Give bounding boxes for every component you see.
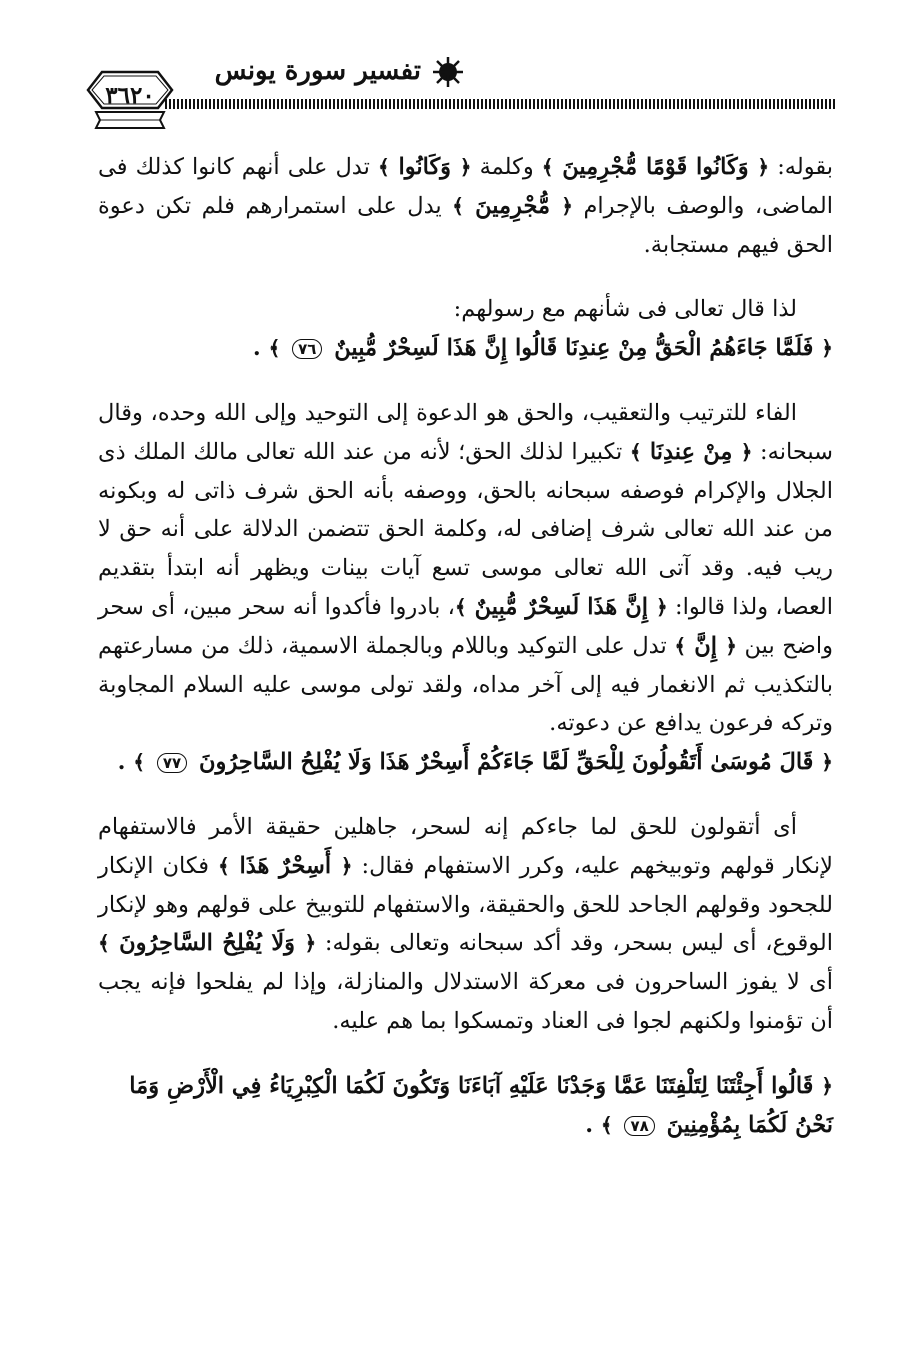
paragraph: [98, 808, 833, 1041]
text-run: ، بادروا فأكدوا أنه سحر مبين، أى سحر واضح بين: [98, 593, 834, 659]
open-bracket-icon: ﴿: [821, 1073, 833, 1098]
paragraph: [98, 394, 833, 743]
close-bracket-icon: ﴾: [133, 750, 145, 775]
quran-text: مُّجْرِمِينَ: [475, 192, 551, 219]
close-bracket-icon: ﴾: [454, 594, 467, 619]
close-bracket-icon: ﴾: [377, 155, 390, 179]
verse-text: قَالَ مُوسَىٰ أَتَقُولُونَ لِلْحَقِّ لَمَّا جَاءَكُمْ أَسِحْرٌ هَذَا وَلَا يُفْلِحُ السَّاحِرُونَ: [198, 749, 814, 776]
open-bracket-icon: ﴿: [459, 155, 472, 179]
verse-text: قَالُوا أَجِئْتَنَا لِتَلْفِتَنَا عَمَّا وَجَدْنَا عَلَيْهِ آبَاءَنَا وَتَكُونَ لَكُمَا الْكِبْرِيَاءُ فِي الْأَرْضِ وَمَا نَحْنُ لَكُمَا بِمُؤْمِنِينَ: [129, 1072, 833, 1138]
verse-line: ﴿ قَالَ مُوسَىٰ أَتَقُولُونَ لِلْحَقِّ لَمَّا جَاءَكُمْ أَسِحْرٌ هَذَا وَلَا يُفْلِحُ السَّاحِرُونَ ٧٧ ﴾ .: [117, 749, 833, 776]
quran-quote: [455, 594, 668, 620]
close-bracket-icon: ﴾: [629, 439, 642, 464]
page-header: [0, 0, 921, 135]
text-run: فكان الإنكار للجحود وقولهم الجاحد للحق والحقيقة، والاستفهام للتوبيخ على قولهم وهو لإنكار الوقوع، أى ليس بسحر، وقد أكد سبحانه وتعالى بقوله:: [98, 852, 833, 957]
paragraph: [98, 148, 833, 264]
page-body: [98, 148, 833, 1144]
ayah-number: ٧٧: [157, 753, 187, 773]
ayah-number: ٧٨: [624, 1116, 654, 1136]
verse-text: فَلَمَّا جَاءَهُمُ الْحَقُّ مِنْ عِندِنَا قَالُوا إِنَّ هَذَا لَسِحْرٌ مُّبِينٌ: [334, 335, 814, 362]
text-run: الفاء للترتيب والتعقيب، والحق هو الدعوة إلى التوحيد وإلى الله وحده، وقال سبحانه:: [98, 399, 833, 465]
text-run: وكلمة: [471, 154, 542, 180]
ornament-icon: [431, 55, 465, 89]
close-bracket-icon: ﴾: [98, 931, 110, 956]
close-bracket-icon: ﴾: [268, 336, 281, 361]
open-bracket-icon: ﴿: [740, 439, 753, 464]
quran-quote: [218, 853, 352, 879]
open-bracket-icon: ﴿: [821, 336, 833, 361]
quran-quote: [674, 633, 737, 659]
open-bracket-icon: ﴿: [821, 750, 833, 775]
close-bracket-icon: ﴾: [452, 193, 464, 218]
open-bracket-icon: ﴿: [561, 193, 573, 218]
quran-text: وَكَانُوا قَوْمًا مُّجْرِمِينَ: [562, 154, 749, 180]
text-run: تدل على التوكيد وباللام وبالجملة الاسمية، ذلك من مسارعتهم بالتكذيب ثم الانغمار فيه إلى آخر مداه، ولقد تولى موسى عليه السلام المجاوبة وتركه فرعون يدافع عن دعوته.: [98, 632, 833, 737]
quran-quote: [378, 154, 472, 180]
text-run: بقوله:: [769, 154, 833, 180]
verse-line: ﴿ فَلَمَّا جَاءَهُمُ الْحَقُّ مِنْ عِندِنَا قَالُوا إِنَّ هَذَا لَسِحْرٌ مُّبِينٌ ٧٦ ﴾ .: [252, 335, 833, 362]
quran-text: أَسِحْرٌ هَذَا: [239, 852, 332, 879]
open-bracket-icon: ﴿: [656, 594, 668, 619]
open-bracket-icon: ﴿: [304, 931, 317, 956]
open-bracket-icon: ﴿: [725, 633, 737, 658]
text-run: يدل على استمرارهم فلم تكن دعوة الحق فيهم مستجابة.: [98, 192, 833, 258]
open-bracket-icon: ﴿: [757, 155, 770, 179]
text-run: أى لا يفوز الساحرون فى معركة الاستدلال والمنازلة، وإذا لم يفلحوا فإنه يجب أن تؤمنوا ولكنهم لجوا فى العناد وتمسكوا بما هم عليه.: [98, 969, 833, 1034]
close-bracket-icon: ﴾: [674, 633, 687, 658]
text-run: أى أتقولون للحق لما جاءكم إنه لسحر، جاهلين حقيقة الأمر فالاستفهام لإنكار قولهم وتوبيخهم عليه، وكرر الاستفهام فقال:: [98, 813, 834, 879]
verse-line: ﴿ قَالُوا أَجِئْتَنَا لِتَلْفِتَنَا عَمَّا وَجَدْنَا عَلَيْهِ آبَاءَنَا وَتَكُونَ لَكُمَا الْكِبْرِيَاءُ فِي الْأَرْضِ وَمَا نَحْنُ لَكُمَا بِمُؤْمِنِينَ ٧٨ ﴾ .: [129, 1072, 833, 1138]
quran-quote: [630, 439, 753, 465]
quran-text: إِنَّ هَذَا لَسِحْرٌ مُّبِينٌ: [474, 593, 648, 620]
paragraph: [98, 290, 833, 329]
open-bracket-icon: ﴿: [340, 853, 353, 878]
quran-text: مِنْ عِندِنَا: [649, 438, 733, 465]
running-title: تفسير سورة يونس: [214, 56, 421, 86]
close-bracket-icon: ﴾: [600, 1112, 613, 1137]
header-rule: [165, 99, 835, 109]
text-run: تكبيرا لذلك الحق؛ لأنه من عند الله تعالى مالك الملك ذى الجلال والإكرام فوصفه سبحانه بالحق، ووصفه بأنه الحق شرف ذاتى له وبكونه من عند الله تعالى شرف إضافى له، وكلمة الحق تتضمن الدلالة على أنه حق لا ريب فيه. وقد آتى الله تعالى موسى تسع آيات بينات ويظهر أنه ابتدأ بتقديم العصا، ولذا قالوا:: [98, 438, 833, 620]
page-number: ٣٦٢٠: [105, 82, 155, 109]
quran-text: وَلَا يُفْلِحُ السَّاحِرُونَ: [119, 930, 296, 957]
quran-text: إِنَّ: [694, 632, 718, 659]
quran-text: وَكَانُوا: [398, 154, 452, 180]
text-run: لذا قال تعالى فى شأنهم مع رسولهم:: [453, 296, 797, 323]
ayah-number: ٧٦: [292, 339, 322, 359]
quran-quote: [98, 930, 316, 956]
text-run: تدل على أنهم كانوا كذلك فى الماضى، والوصف بالإجرام: [98, 154, 833, 219]
quran-quote: [452, 193, 573, 219]
quran-quote: [542, 154, 769, 180]
close-bracket-icon: ﴾: [218, 853, 230, 878]
close-bracket-icon: ﴾: [541, 155, 554, 179]
